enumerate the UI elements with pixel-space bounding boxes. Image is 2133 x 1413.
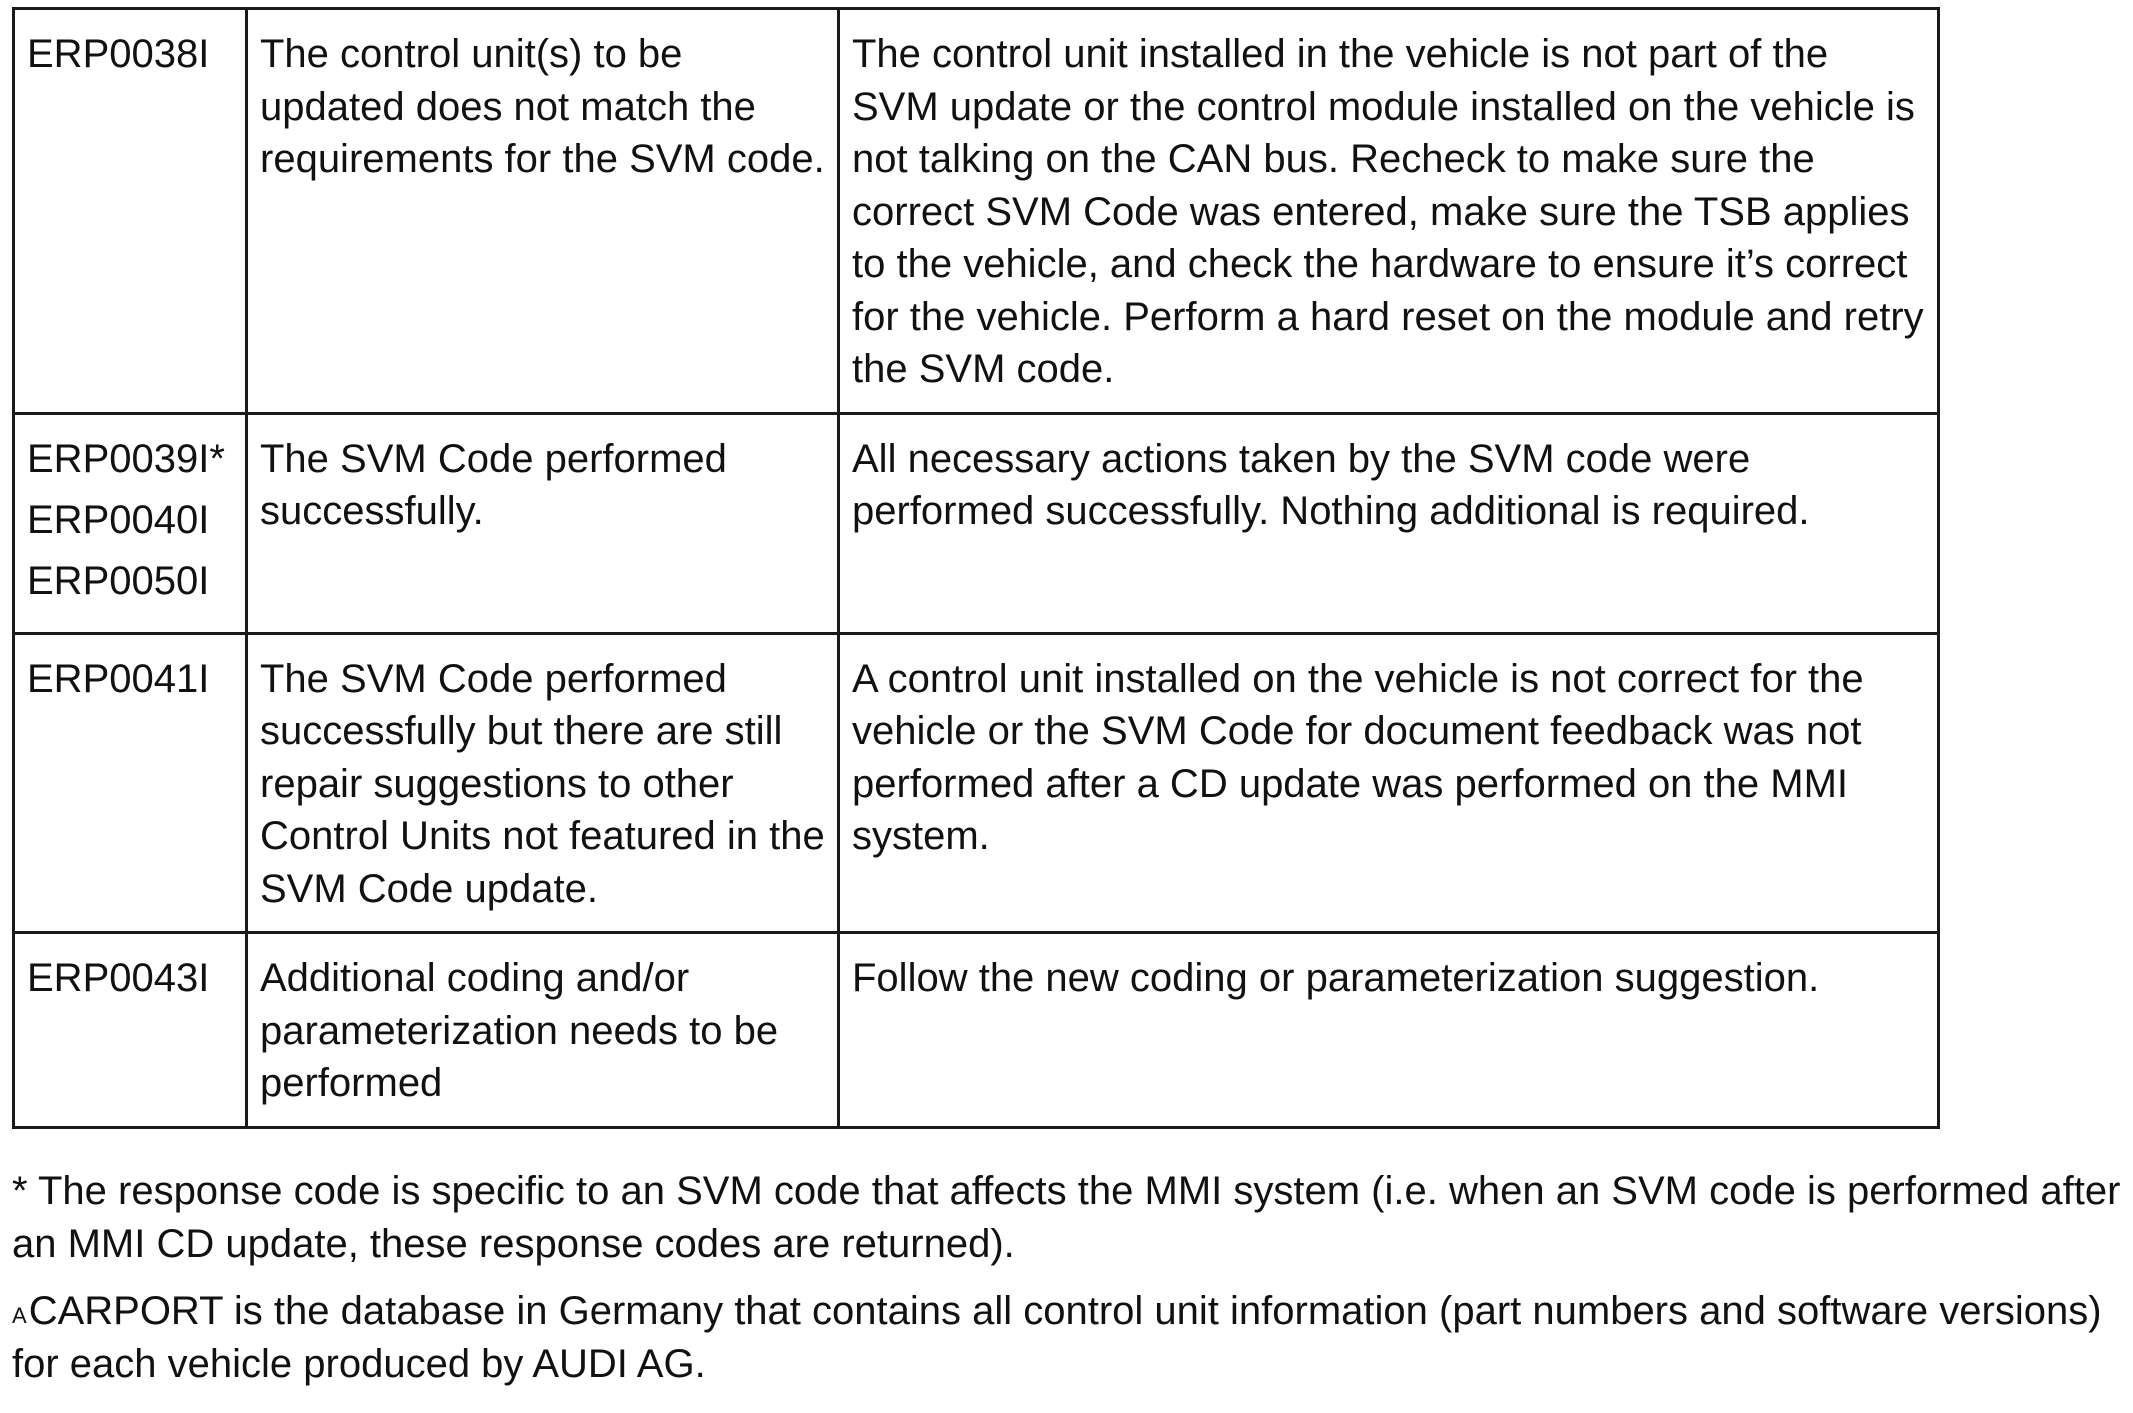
- response-code: ERP0041I: [27, 656, 210, 701]
- action-cell: A control unit installed on the vehicle is not correct for the vehicle or the SVM Code for document feedback was not performed after a CD update was performed on the MMI system.: [839, 633, 1939, 933]
- meaning-cell: Additional coding and/or parameterization needs to be performed: [247, 933, 839, 1128]
- carport-footnote: [12, 1285, 2122, 1391]
- response-code: ERP0050I: [27, 558, 210, 603]
- response-code-cell: [14, 9, 247, 414]
- response-code: ERP0038I: [27, 32, 210, 76]
- footnote-marker: A: [12, 1303, 27, 1328]
- meaning-cell: The control unit(s) to be updated does not match the requirements for the SVM code.: [247, 9, 839, 414]
- table-row: [14, 9, 1939, 414]
- meaning-cell: The SVM Code performed successfully but there are still repair suggestions to other Control Units not featured in the SVM Code update.: [247, 633, 839, 933]
- asterisk-footnote: * The response code is specific to an SVM code that affects the MMI system (i.e. when an SVM code is performed after an MMI CD update, these response codes are returned).: [12, 1169, 2121, 1266]
- table-row: [14, 933, 1939, 1128]
- table-row: [14, 413, 1939, 633]
- action-cell: The control unit installed in the vehicle is not part of the SVM update or the control module installed on the vehicle is not talking on the CAN bus. Recheck to make sure the correct SVM Code was entered, make sure the TSB applies to the vehicle, and check the hardware to ensure it’s correct for the vehicle. Perform a hard reset on the module and retry the SVM code.: [839, 9, 1939, 414]
- table-row: [14, 633, 1939, 933]
- response-code: ERP0039I*: [27, 436, 225, 481]
- action-cell: Follow the new coding or parameterization suggestion.: [839, 933, 1939, 1128]
- response-code: ERP0040I: [27, 497, 210, 542]
- action-cell: All necessary actions taken by the SVM code were performed successfully. Nothing additional is required.: [839, 413, 1939, 633]
- response-code-cell: [14, 413, 247, 633]
- response-code: ERP0043I: [27, 956, 210, 1000]
- response-code-cell: [14, 933, 247, 1128]
- footnotes: [12, 1165, 2122, 1391]
- response-code-table: [12, 7, 1940, 1129]
- carport-footnote-text: CARPORT is the database in Germany that contains all control unit information (part numbers and software versions) for each vehicle produced by AUDI AG.: [12, 1289, 2102, 1386]
- meaning-cell: The SVM Code performed successfully.: [247, 413, 839, 633]
- response-code-cell: [14, 633, 247, 933]
